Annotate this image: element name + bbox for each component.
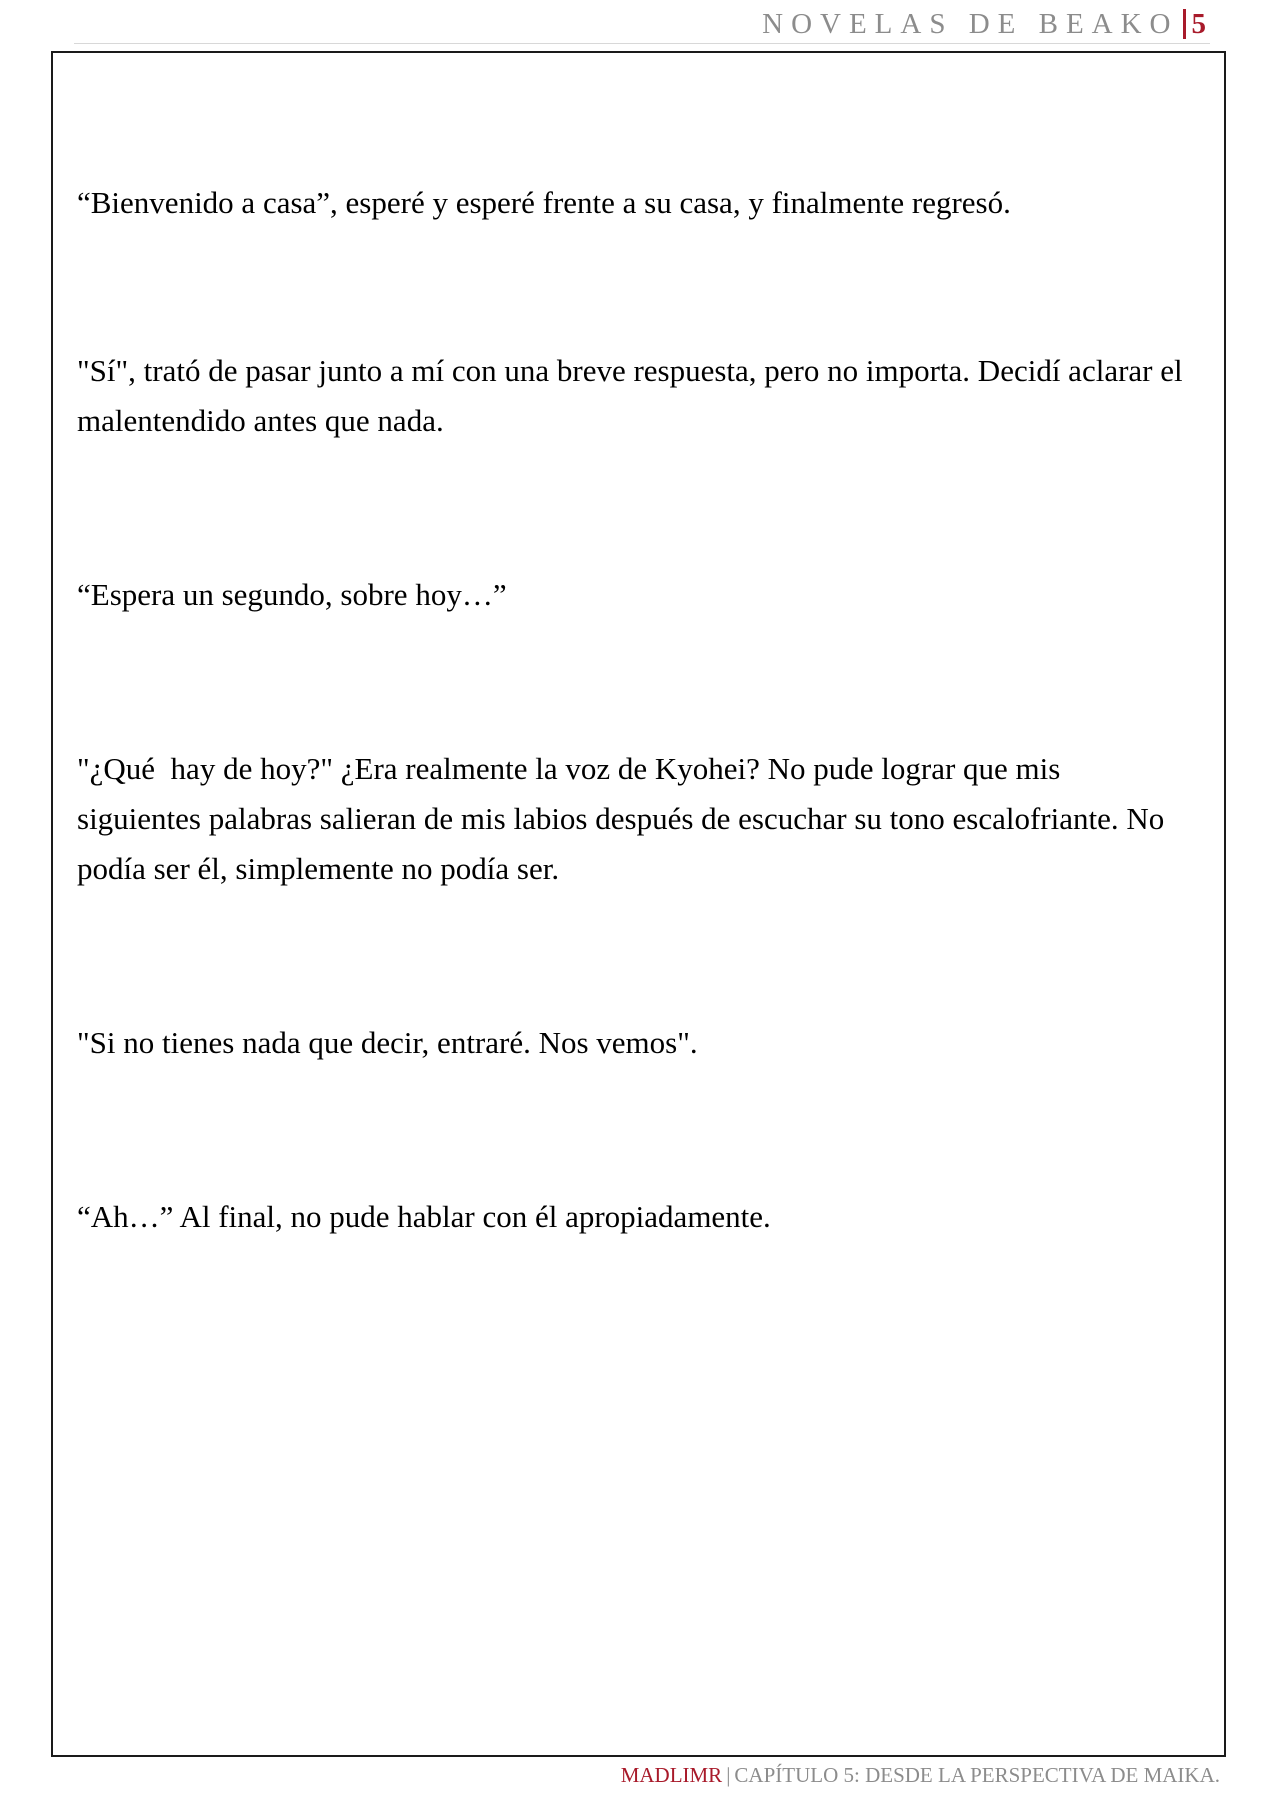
- page-number: 5: [1191, 7, 1206, 40]
- page-footer: [621, 1763, 1220, 1788]
- page-header: [762, 6, 1206, 42]
- paragraph: “Bienvenido a casa”, esperé y esperé frente a su casa, y finalmente regresó.: [77, 185, 1011, 220]
- paragraph: "Sí", trató de pasar junto a mí con una breve respuesta, pero no importa. Decidí aclarar el malentendido antes que nada.: [77, 353, 1191, 438]
- header-title: NOVELAS DE BEAKO: [762, 7, 1179, 40]
- paragraph: “Espera un segundo, sobre hoy…”: [77, 577, 507, 612]
- footer-chapter: CAPÍTULO 5: DESDE LA PERSPECTIVA DE MAIKA.: [734, 1763, 1220, 1787]
- footer-author: MADLIMR: [620, 1763, 723, 1787]
- paragraph: “Ah…” Al final, no pude hablar con él apropiadamente.: [77, 1199, 771, 1234]
- paragraph: "¿Qué hay de hoy?" ¿Era realmente la voz de Kyohei? No pude lograr que mis siguientes palabras salieran de mis labios después de escuchar su tono escalofriante. No podía ser él, simplemente no podía ser.: [77, 751, 1172, 886]
- header-rule: [74, 43, 1210, 44]
- header-separator: [1183, 9, 1186, 39]
- paragraph: "Si no tienes nada que decir, entraré. Nos vemos".: [77, 1025, 698, 1060]
- page-body: [77, 178, 1191, 1394]
- footer-separator: |: [726, 1763, 731, 1787]
